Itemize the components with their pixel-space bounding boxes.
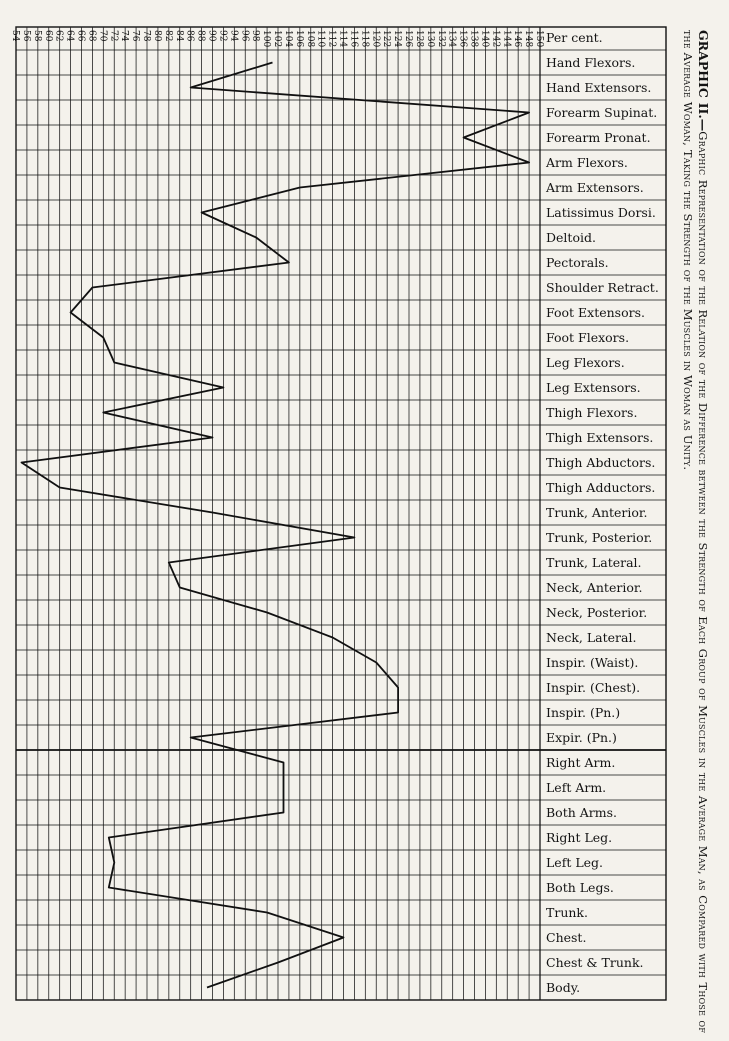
axis-tick-label: 124 xyxy=(392,30,403,48)
category-label: Inspir. (Chest). xyxy=(546,680,641,695)
category-label: Arm Flexors. xyxy=(546,155,628,170)
category-label: Thigh Abductors. xyxy=(546,455,656,470)
axis-tick-label: 122 xyxy=(381,30,392,48)
axis-tick-label: 88 xyxy=(195,30,206,42)
category-label: Trunk. xyxy=(546,905,588,920)
category-label: Chest & Trunk. xyxy=(546,955,644,970)
axis-tick-label: 118 xyxy=(359,30,370,48)
header-label: Per cent. xyxy=(546,30,603,45)
category-label: Right Leg. xyxy=(546,830,613,845)
axis-tick-label: 80 xyxy=(151,30,162,42)
axis-tick-label: 104 xyxy=(282,30,293,48)
axis-tick-label: 140 xyxy=(479,30,490,48)
category-label: Latissimus Dorsi. xyxy=(546,205,656,220)
category-label: Arm Extensors. xyxy=(546,180,644,195)
axis-tick-label: 74 xyxy=(119,30,130,42)
category-label: Chest. xyxy=(546,930,587,945)
axis-tick-label: 132 xyxy=(435,30,446,48)
category-label: Thigh Flexors. xyxy=(546,405,638,420)
category-label: Expir. (Pn.) xyxy=(546,730,617,745)
axis-tick-label: 150 xyxy=(534,30,544,48)
category-label: Right Arm. xyxy=(546,755,616,770)
axis-tick-label: 128 xyxy=(413,30,424,48)
axis-tick-label: 62 xyxy=(53,30,64,42)
axis-tick-label: 68 xyxy=(86,30,97,42)
caption-text: Graphic Representation of the Relation of the Difference between the Strength of Each Group of Muscles in the Average Man, as Compared with Those of the Average Woman, Taking the Strength of the Muscles in Woman as Unity. xyxy=(681,30,710,1034)
axis-tick-label: 144 xyxy=(501,30,512,48)
axis-tick-label: 54 xyxy=(10,30,20,42)
axis-tick-label: 142 xyxy=(490,30,501,48)
axis-tick-label: 100 xyxy=(261,30,272,48)
category-label: Neck, Anterior. xyxy=(546,580,643,595)
axis-tick-label: 130 xyxy=(424,30,435,48)
axis-tick-label: 112 xyxy=(326,30,337,48)
axis-tick-label: 146 xyxy=(512,30,523,48)
category-label: Foot Flexors. xyxy=(546,330,630,345)
category-label: Neck, Posterior. xyxy=(546,605,648,620)
category-label: Forearm Supinat. xyxy=(546,105,658,120)
caption-lead: GRAPHIC II.— xyxy=(696,30,711,132)
axis-tick-label: 82 xyxy=(162,30,173,42)
category-label: Leg Flexors. xyxy=(546,355,625,370)
axis-tick-label: 136 xyxy=(457,30,468,48)
category-label: Forearm Pronat. xyxy=(546,130,651,145)
axis-tick-label: 102 xyxy=(272,30,282,48)
category-label: Hand Flexors. xyxy=(546,55,636,70)
axis-tick-label: 134 xyxy=(446,30,457,48)
category-label: Pectorals. xyxy=(546,255,609,270)
axis-tick-label: 106 xyxy=(293,30,304,48)
category-label: Both Legs. xyxy=(546,880,614,895)
axis-tick-label: 72 xyxy=(108,30,119,42)
axis-tick-label: 90 xyxy=(206,30,217,42)
axis-tick-label: 94 xyxy=(228,30,239,42)
axis-tick-label: 56 xyxy=(20,30,31,42)
axis-tick-label: 120 xyxy=(370,30,381,48)
category-label: Hand Extensors. xyxy=(546,80,652,95)
category-label: Trunk, Posterior. xyxy=(546,530,653,545)
category-label: Deltoid. xyxy=(546,230,596,245)
axis-tick-label: 70 xyxy=(97,30,108,42)
axis-tick-label: 148 xyxy=(523,30,534,48)
axis-tick-label: 64 xyxy=(64,30,75,42)
axis-tick-label: 114 xyxy=(337,30,348,48)
axis-tick-labels xyxy=(10,30,544,47)
category-label: Both Arms. xyxy=(546,805,618,820)
axis-tick-label: 78 xyxy=(141,30,151,42)
figure-caption xyxy=(660,0,729,1041)
axis-tick-label: 108 xyxy=(304,30,315,48)
axis-tick-label: 60 xyxy=(42,30,53,42)
axis-tick-label: 126 xyxy=(403,30,413,48)
category-label: Left Leg. xyxy=(546,855,603,870)
axis-tick-label: 76 xyxy=(130,30,141,42)
axis-tick-label: 116 xyxy=(348,30,359,48)
category-label: Leg Extensors. xyxy=(546,380,641,395)
category-label: Body. xyxy=(546,980,581,995)
axis-tick-label: 110 xyxy=(315,30,326,48)
axis-tick-label: 96 xyxy=(239,30,250,42)
axis-tick-label: 98 xyxy=(250,30,261,42)
axis-tick-label: 92 xyxy=(217,30,228,42)
category-label: Neck, Lateral. xyxy=(546,630,637,645)
category-label: Thigh Adductors. xyxy=(546,480,656,495)
category-label: Inspir. (Pn.) xyxy=(546,705,621,720)
category-label: Inspir. (Waist). xyxy=(546,655,639,670)
category-label: Left Arm. xyxy=(546,780,607,795)
axis-tick-label: 84 xyxy=(173,30,184,42)
category-label: Trunk, Anterior. xyxy=(546,505,648,520)
axis-tick-label: 86 xyxy=(184,30,195,42)
category-label: Trunk, Lateral. xyxy=(546,555,642,570)
axis-tick-label: 66 xyxy=(75,30,86,42)
category-label: Foot Extensors. xyxy=(546,305,645,320)
axis-tick-label: 138 xyxy=(468,30,479,48)
category-label: Thigh Extensors. xyxy=(546,430,654,445)
axis-tick-label: 58 xyxy=(31,30,42,42)
category-label: Shoulder Retract. xyxy=(546,280,659,295)
